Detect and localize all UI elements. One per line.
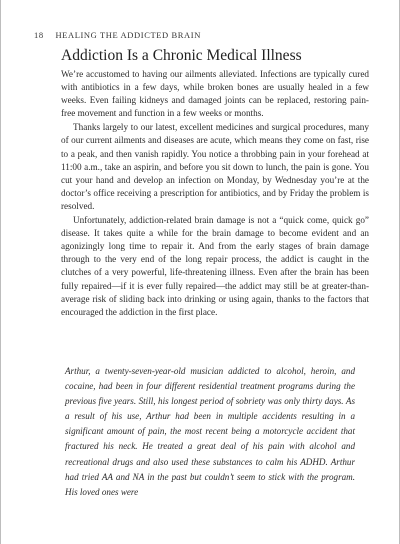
section-heading: Addiction Is a Chronic Medical Illness — [61, 47, 302, 64]
case-study — [65, 364, 355, 500]
case-study-text: Arthur, a twenty-seven-year-old musician addicted to alcohol, heroin, and cocaine, had been in four different residential treatment programs during the previous five years. Still, his longest period of sobriety was only thirty days. As a result of his use, Arthur had been in multiple accidents resulting in a significant amount of pain, the most recent being a motorcycle accident that fractured his neck. He treated a great deal of his pain with alcohol and recreational drugs and also used these substances to calm his ADHD. Arthur had tried AA and NA in the past but couldn’t seem to stick with the program. His loved ones were — [65, 366, 355, 497]
paragraph: Unfortunately, addiction-related brain damage is not a “quick come, quick go” disease. It takes quite a while for the brain damage to become evident and an agonizingly long time to repair it. And from the early stages of brain damage through to the very end of the long repair process, the addict is caught in the clutches of a very powerful, life-threatening illness. Even after the brain has been fully repaired—if it is ever fully repaired—the addict may still be at greater-than-average risk of sliding back into drinking or using again, thanks to the factors that encouraged the addiction in the first place. — [61, 215, 369, 317]
body-text — [61, 68, 369, 319]
running-head-title: HEALING THE ADDICTED BRAIN — [55, 30, 201, 40]
page-number: 18 — [34, 30, 44, 40]
paragraph: Thanks largely to our latest, excellent medicines and surgical procedures, many of our current ailments and diseases are acute, which means they come on fast, rise to a peak, and then vanish rapidly. You notice a throbbing pain in your forehead at 11:00 a.m., take an aspirin, and before you sit down to lunch, the pain is gone. You cut your hand and develop an infection on Monday, by Wednesday you’re at the doctor’s office receiving a prescription for antibiotics, and by Friday the problem is resolved. — [61, 122, 369, 211]
running-head — [34, 30, 201, 40]
paragraph: We’re accustomed to having our ailments alleviated. Infections are typically cured with antibiotics in a few days, while broken bones are usually healed in a few weeks. Even failing kidneys and damaged joints can be replaced, restoring pain-free movement and function in a few weeks or months. — [61, 69, 369, 119]
